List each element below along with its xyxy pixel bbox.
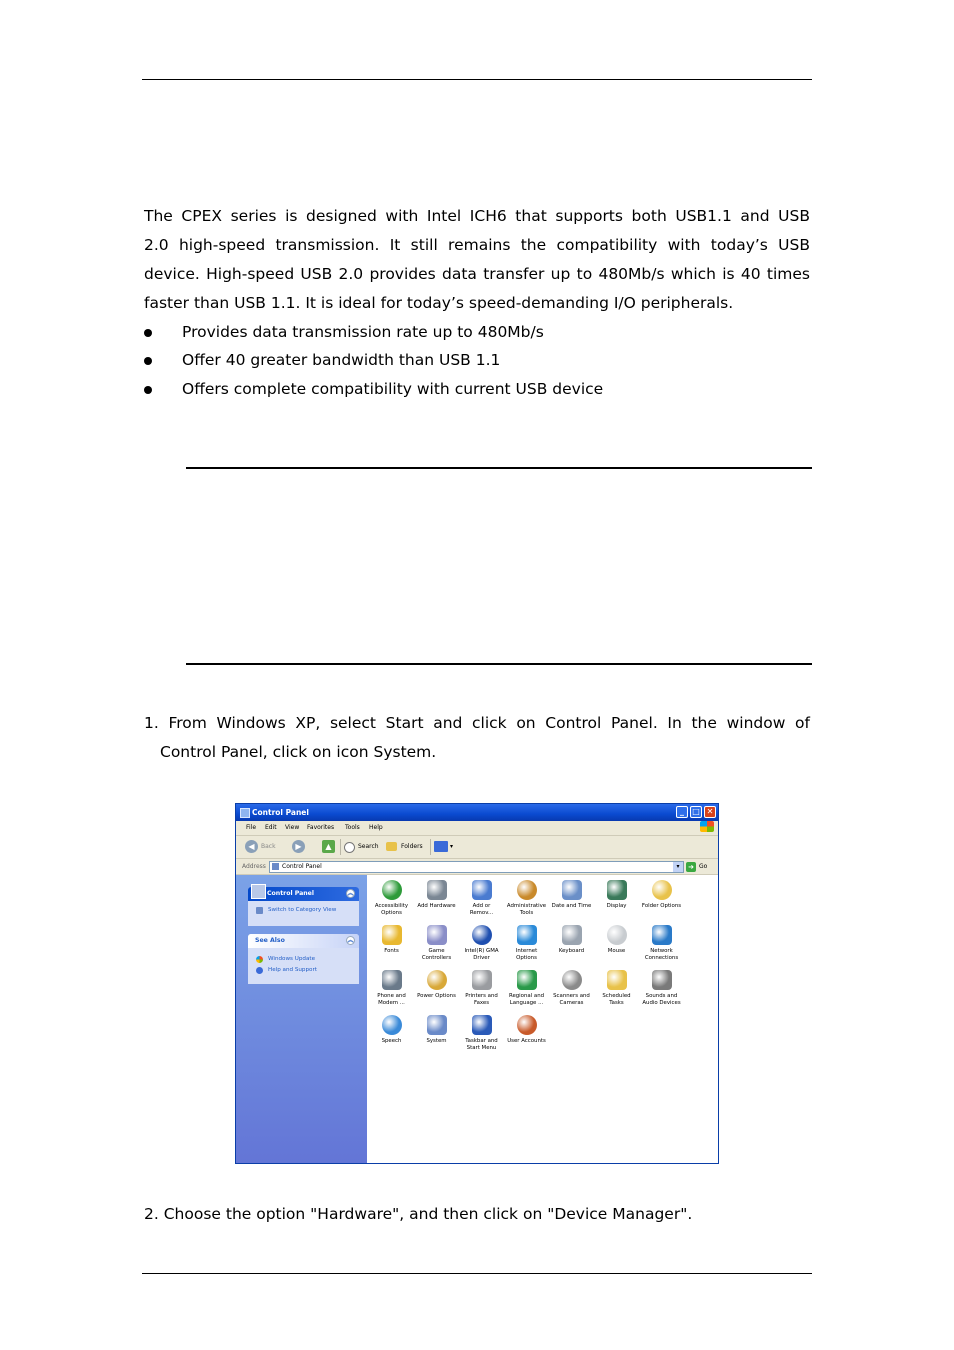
title-bar: [236, 804, 718, 821]
go-arrow-icon[interactable]: ➜: [686, 862, 696, 872]
control-panel-item[interactable]: [504, 880, 549, 917]
maximize-button[interactable]: □: [690, 806, 702, 818]
control-panel-item[interactable]: [504, 1015, 549, 1045]
menu-favorites[interactable]: Favorites: [307, 824, 335, 831]
control-panel-item-label: Folder Options: [641, 903, 682, 909]
bullet-dot: [144, 329, 152, 337]
minimize-button[interactable]: _: [676, 806, 688, 818]
bullet-text: Offers complete compatibility with current USB device: [182, 380, 604, 398]
control-panel-item-label: Scheduled Tasks: [602, 993, 631, 1006]
control-panel-item[interactable]: [369, 1015, 414, 1045]
bullet-text: Provides data transmission rate up to 480Mb/s: [182, 323, 544, 341]
control-panel-item-label: Display: [606, 903, 627, 909]
search-icon: [344, 842, 355, 853]
help-support-link[interactable]: [248, 965, 359, 976]
scanners-cameras-icon: [562, 970, 582, 990]
regional-language-icon: [517, 970, 537, 990]
control-panel-item-label: Game Controllers: [421, 948, 452, 961]
add-remove-programs-icon: [472, 880, 492, 900]
control-panel-item-label: Speech: [381, 1038, 402, 1044]
control-panel-item-label: Fonts: [384, 948, 399, 954]
windows-update-link[interactable]: [248, 954, 359, 965]
window-title: Control Panel: [252, 808, 309, 817]
switch-view-label: Switch to Category View: [268, 907, 337, 913]
control-panel-item-label: Add Hardware: [417, 903, 456, 909]
menu-file[interactable]: File: [246, 824, 257, 831]
control-panel-item[interactable]: [414, 925, 459, 962]
intro-line: The CPEX series is designed with Intel ICH6 that supports both USB1.1 and USB: [144, 207, 810, 225]
system-icon: [427, 1015, 447, 1035]
task-box-header: [248, 887, 359, 901]
keyboard-icon: [562, 925, 582, 945]
control-panel-item[interactable]: [459, 925, 504, 962]
address-bar: [236, 859, 718, 875]
control-panel-task-box: [248, 887, 359, 926]
collapse-chevron-icon[interactable]: ︽: [347, 890, 354, 897]
control-panel-item[interactable]: [504, 970, 549, 1007]
task-pane: [236, 875, 367, 1164]
control-panel-screenshot: [235, 803, 719, 1164]
accessibility-icon: [382, 880, 402, 900]
see-also-header: [248, 934, 359, 948]
toolbar-separator: [340, 839, 341, 855]
control-panel-item-label: User Accounts: [507, 1038, 546, 1044]
address-dropdown-icon[interactable]: ▾: [673, 862, 683, 872]
control-panel-item[interactable]: [594, 970, 639, 1007]
control-panel-item[interactable]: [594, 880, 639, 910]
control-panel-item[interactable]: [459, 880, 504, 917]
control-panel-item-label: Internet Options: [515, 948, 538, 961]
speech-icon: [382, 1015, 402, 1035]
control-panel-item[interactable]: [549, 970, 594, 1007]
folder-options-icon: [652, 880, 672, 900]
printers-faxes-icon: [472, 970, 492, 990]
back-arrow-icon[interactable]: ◀: [245, 840, 258, 853]
step-2-line: 2. Choose the option "Hardware", and then click on "Device Manager".: [144, 1205, 693, 1223]
back-button[interactable]: Back: [261, 843, 276, 850]
icon-view: [367, 875, 719, 1164]
bullet-dot: [144, 386, 152, 394]
control-panel-icon: [240, 808, 250, 818]
address-folder-icon: [272, 863, 279, 870]
control-panel-item[interactable]: [369, 970, 414, 1007]
task-box-title: Control Panel: [267, 890, 314, 897]
add-hardware-icon: [427, 880, 447, 900]
address-value: Control Panel: [282, 863, 322, 870]
user-accounts-icon: [517, 1015, 537, 1035]
menu-bar: [236, 821, 718, 836]
date-time-icon: [562, 880, 582, 900]
control-panel-item-label: Network Connections: [644, 948, 679, 961]
folders-button[interactable]: Folders: [401, 843, 423, 850]
control-panel-item[interactable]: [459, 1015, 504, 1052]
control-panel-item[interactable]: [639, 925, 684, 962]
note-box-bottom-rule: [186, 663, 812, 665]
switch-view-icon: [256, 907, 263, 914]
menu-help[interactable]: Help: [369, 824, 383, 831]
mouse-icon: [607, 925, 627, 945]
intro-line: 2.0 high-speed transmission. It still remains the compatibility with today’s USB: [144, 236, 810, 254]
intel-gma-driver-icon: [472, 925, 492, 945]
control-panel-item[interactable]: [549, 880, 594, 910]
control-panel-item-label: Phone and Modem ...: [377, 993, 406, 1006]
control-panel-item-label: Sounds and Audio Devices: [642, 993, 681, 1006]
game-controllers-icon: [427, 925, 447, 945]
control-panel-item[interactable]: [639, 970, 684, 1007]
help-support-icon: [256, 967, 263, 974]
sounds-audio-icon: [652, 970, 672, 990]
control-panel-item[interactable]: [414, 1015, 459, 1045]
bullet-dot: [144, 357, 152, 365]
control-panel-item-label: Date and Time: [551, 903, 592, 909]
phone-modem-icon: [382, 970, 402, 990]
footer-rule: [142, 1273, 812, 1274]
control-panel-item[interactable]: [459, 970, 504, 1007]
control-panel-item[interactable]: [504, 925, 549, 962]
collapse-chevron-icon[interactable]: ︽: [347, 937, 354, 944]
control-panel-item-label: Taskbar and Start Menu: [465, 1038, 498, 1051]
control-panel-header-icon: [251, 884, 266, 899]
help-support-label: Help and Support: [268, 967, 317, 973]
control-panel-item[interactable]: [369, 880, 414, 917]
toolbar: [236, 836, 718, 859]
views-icon[interactable]: [434, 841, 448, 852]
control-panel-item-label: System: [426, 1038, 447, 1044]
windows-logo-icon: [700, 821, 714, 832]
windows-update-label: Windows Update: [268, 956, 316, 962]
bullet-text: Offer 40 greater bandwidth than USB 1.1: [182, 351, 501, 369]
control-panel-item[interactable]: [549, 925, 594, 955]
windows-update-icon: [256, 956, 263, 963]
note-box-top-rule: [186, 467, 812, 469]
go-button[interactable]: Go: [699, 863, 708, 870]
control-panel-item-label: Power Options: [417, 993, 456, 999]
control-panel-item-label: Mouse: [607, 948, 626, 954]
control-panel-item[interactable]: [369, 925, 414, 955]
control-panel-item[interactable]: [414, 970, 459, 1000]
control-panel-item-label: Intel(R) GMA Driver: [464, 948, 499, 961]
menu-edit[interactable]: Edit: [265, 824, 277, 831]
menu-view[interactable]: View: [285, 824, 300, 831]
switch-view-link[interactable]: [248, 905, 359, 916]
taskbar-start-menu-icon: [472, 1015, 492, 1035]
toolbar-separator: [430, 839, 431, 855]
display-icon: [607, 880, 627, 900]
control-panel-item-label: Administrative Tools: [506, 903, 547, 916]
control-panel-item[interactable]: [414, 880, 459, 910]
step-1: [144, 709, 810, 767]
see-also-box: [248, 934, 359, 984]
close-button[interactable]: ✕: [704, 806, 716, 818]
step-1-line: 1. From Windows XP, select Start and click on Control Panel. In the window of: [144, 714, 810, 732]
control-panel-item[interactable]: [639, 880, 684, 910]
control-panel-item-label: Printers and Faxes: [465, 993, 498, 1006]
step-2: [144, 1200, 810, 1229]
forward-arrow-icon[interactable]: ▶: [292, 840, 305, 853]
internet-options-icon: [517, 925, 537, 945]
up-folder-icon[interactable]: ▲: [322, 840, 335, 853]
intro-line: device. High-speed USB 2.0 provides data transfer up to 480Mb/s which is 40 times: [144, 265, 810, 283]
control-panel-item[interactable]: [594, 925, 639, 955]
scheduled-tasks-icon: [607, 970, 627, 990]
power-options-icon: [427, 970, 447, 990]
step-1-line: Control Panel, click on icon System.: [160, 743, 437, 761]
control-panel-item-label: Accessibility Options: [374, 903, 409, 916]
header-rule: [142, 79, 812, 80]
fonts-icon: [382, 925, 402, 945]
see-also-title: See Also: [255, 937, 285, 944]
control-panel-item-label: Regional and Language ...: [508, 993, 545, 1006]
address-label: Address: [242, 863, 266, 870]
views-dropdown-icon[interactable]: ▾: [450, 843, 454, 850]
search-button[interactable]: Search: [358, 843, 379, 850]
control-panel-item-label: Scanners and Cameras: [553, 993, 590, 1006]
intro-paragraph: [144, 202, 810, 318]
control-panel-item-label: Keyboard: [558, 948, 585, 954]
network-connections-icon: [652, 925, 672, 945]
control-panel-item-label: Add or Remov...: [469, 903, 494, 916]
address-input[interactable]: [269, 861, 684, 873]
folders-icon: [386, 842, 397, 851]
intro-line: faster than USB 1.1. It is ideal for today’s speed-demanding I/O peripherals.: [144, 294, 734, 312]
menu-tools[interactable]: Tools: [345, 824, 360, 831]
administrative-tools-icon: [517, 880, 537, 900]
